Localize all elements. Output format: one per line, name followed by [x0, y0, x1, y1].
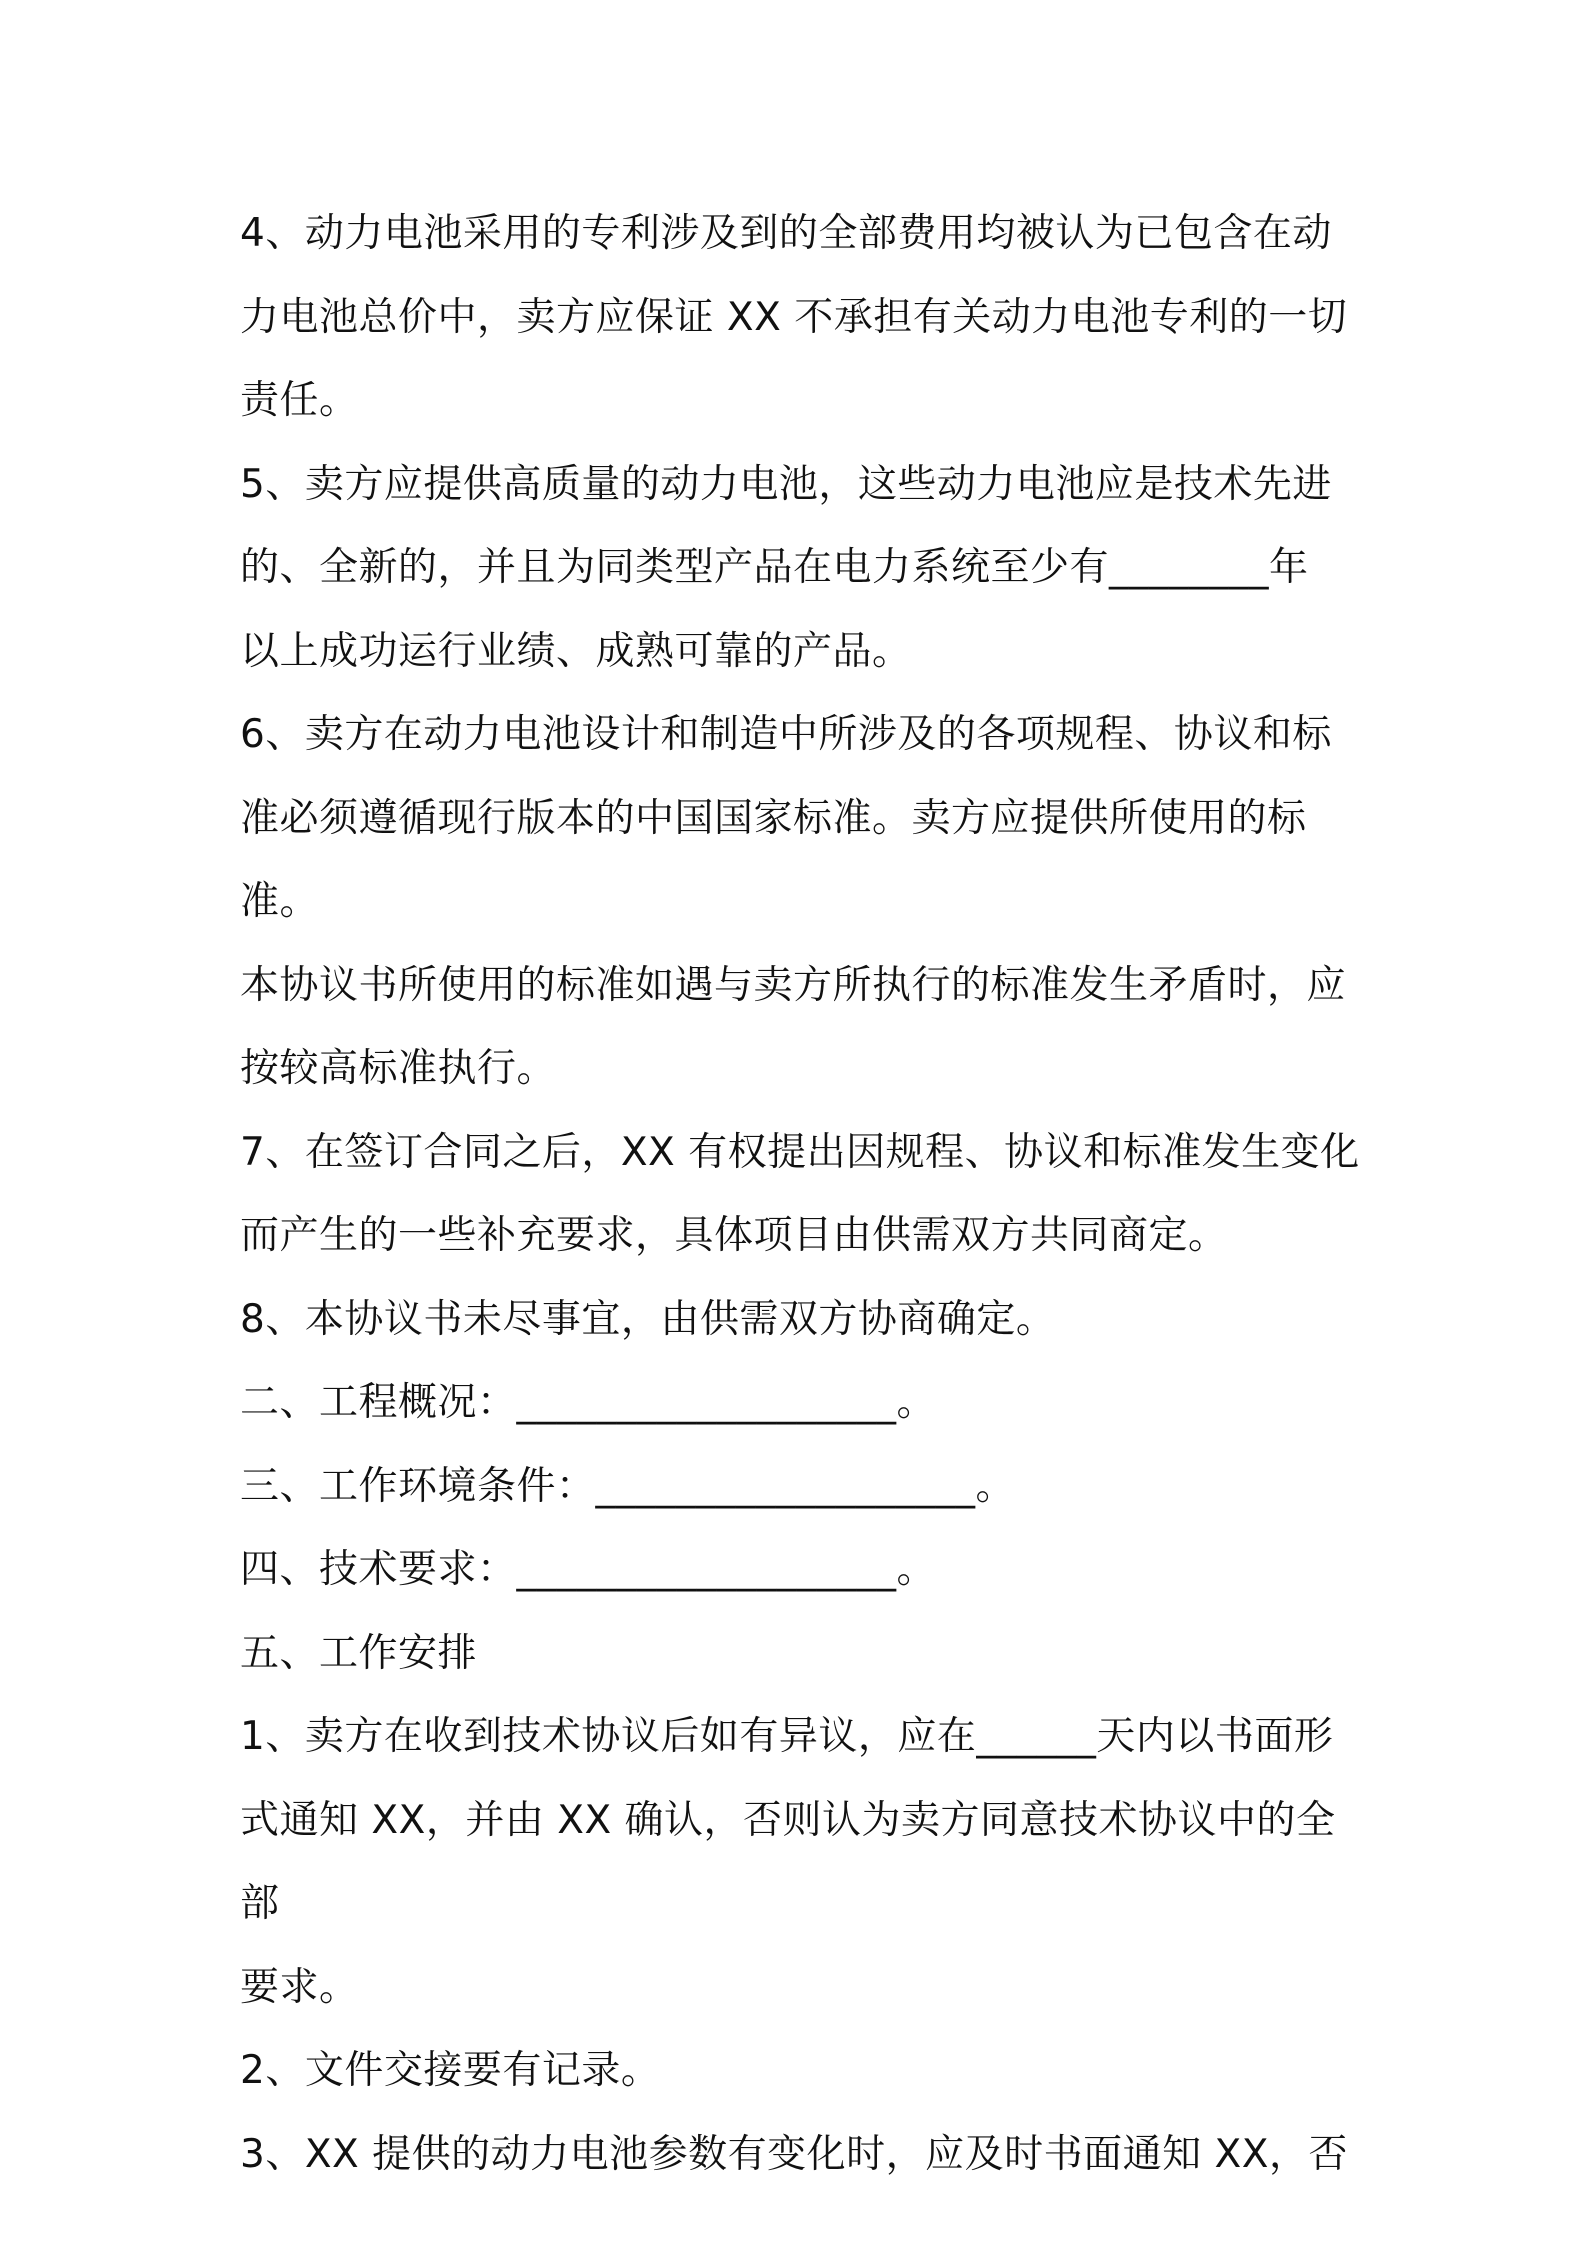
document-page [240, 192, 1360, 2196]
clause-8-unresolved-matters: 8、本协议书未尽事宜，由供需双方协商确定。 [240, 1296, 1056, 1342]
section-3-working-conditions: 三、工作环境条件：___________________。 [240, 1463, 1016, 1509]
clause-6-standards: 6、卖方在动力电池设计和制造中所涉及的各项规程、协议和标 准必须遵循现行版本的中国国家标准。卖方应提供所使用的标准。 本协议书所使用的标准如遇与卖方所执行的标准发生矛盾时，应 按较高标准执行。 [240, 712, 1347, 1091]
arrangement-item-2-document-records: 2、文件交接要有记录。 [240, 2048, 661, 2093]
clause-7-supplementary-requirements: 7、在签订合同之后，XX 有权提出因规程、协议和标准发生变化 而产生的一些补充要求，具体项目由供需双方共同商定。 [240, 1129, 1360, 1258]
section-2-project-overview: 二、工程概况：___________________。 [240, 1380, 937, 1425]
arrangement-item-3-parameter-changes: 3、XX 提供的动力电池参数有变化时，应及时书面通知 XX，否 [240, 2131, 1348, 2177]
arrangement-item-1-objections: 1、卖方在收到技术协议后如有异议，应在______天内以书面形 式通知 XX，并由 XX 确认，否则认为卖方同意技术协议中的全部 要求。 [240, 1714, 1336, 2010]
section-5-work-arrangement-heading: 五、工作安排 [240, 1630, 478, 1676]
clause-4-patent-costs: 4、动力电池采用的专利涉及到的全部费用均被认为已包含在动 力电池总价中，卖方应保证 XX 不承担有关动力电池专利的一切 责任。 [240, 211, 1348, 423]
clause-5-product-quality: 5、卖方应提供高质量的动力电池，这些动力电池应是技术先进 的、全新的，并且为同类型产品在电力系统至少有________年 以上成功运行业绩、成熟可靠的产品。 [240, 461, 1332, 674]
section-4-technical-requirements: 四、技术要求：___________________。 [240, 1547, 937, 1592]
